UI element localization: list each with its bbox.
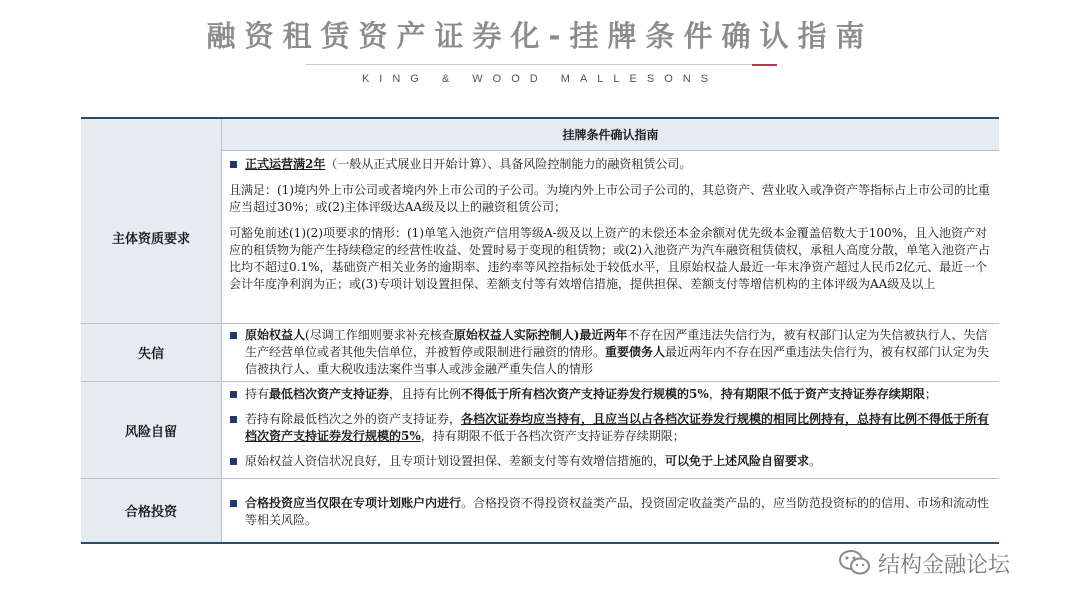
title-divider-accent — [752, 64, 777, 66]
row-label-entity-qualification: 主体资质要求 — [111, 231, 190, 247]
page-title: 融资租赁资产证券化-挂牌条件确认指南 — [206, 19, 874, 53]
row-content-entity-qualification — [229, 156, 991, 293]
watermark — [838, 546, 1010, 580]
row-content-qualified-investment — [229, 495, 991, 529]
row-content-risk-retention — [229, 386, 991, 470]
body-text: （一般从正式展业日开始计算）、具备风险控制能力的融资租赁公司。 — [325, 157, 692, 171]
body-text: ，且持有比例 — [389, 387, 462, 401]
emphasis-text: 不得低于所有档次资产支持证券发行规模的5% — [461, 387, 709, 401]
body-text: ， — [708, 387, 721, 401]
bullet-square-icon — [230, 458, 237, 465]
bullet-square-icon — [230, 416, 237, 423]
table-header: 挂牌条件确认指南 — [222, 119, 999, 151]
bullet-square-icon — [230, 332, 237, 339]
bullet-square-icon — [230, 500, 237, 507]
wechat-icon — [838, 548, 872, 578]
emphasis-text: )最近两年 — [573, 328, 628, 342]
paragraph: 可豁免前述(1)(2)项要求的情形：(1)单笔入池资产信用等级A-级及以上资产的未偿还本金余额对优先级本金覆盖倍数大于100%，且入池资产对应的租赁物为能产生持续稳定的经营性收益、处置时易于变现的租赁物；或(2)入池资产为汽车融资租赁债权，承租人高度分散，单笔入池资产占比均不超过0.1%，基础资产相关业务的逾期率、违约率等风控指标处于较低水平，且原始权益人最近一年末净资产超过人民币2亿元、最近一个会计年度净利润为正；或(3)专项计划设置担保、差额支付等有效增信措施，提供担保、差额支付等增信机构的主体评级为AA级及以上 — [229, 226, 991, 291]
bullet-item — [229, 453, 991, 470]
emphasis-text: 各档次证券均应当持有，且应当以占各档次证券发行规模的相同比例持有，总持有比例不得低于所有档次资产支持证券发行规模的5% — [245, 412, 990, 443]
paragraph: 且满足：(1)境内外上市公司或者境内外上市公司的子公司。为境内外上市公司子公司的，其总资产、营业收入或净资产等指标占上市公司的比重应当超过30%；或(2)主体评级达AA级及以上的融资租赁公司； — [229, 183, 991, 214]
body-text: 最近两年内不存在因严重违法失信行为，被有权部门认定为失信被执行人、重大税收违法案件当事人或涉金融严重失信人的情形 — [245, 345, 990, 376]
bullet-item — [229, 386, 991, 403]
body-text: 。 — [809, 454, 822, 468]
emphasis-text: 持有期限不低于资产支持证券存续期限 — [720, 387, 925, 401]
bullet-item — [229, 495, 991, 529]
body-text: (尽调工作细则要求补充核查 — [305, 328, 454, 342]
row-label-risk-retention: 风险自留 — [124, 424, 177, 440]
bullet-item — [229, 411, 991, 445]
body-text: ，持有期限不低于各档次资产支持证券存续期限； — [420, 429, 685, 443]
body-text: 持有 — [245, 387, 270, 401]
emphasis-text: 可以免于上述风险自留要求 — [665, 454, 810, 468]
emphasis-text: 原始权益人 — [245, 328, 306, 342]
guide-table — [81, 117, 999, 544]
row-content-dishonesty — [229, 327, 991, 378]
bullet-item — [229, 156, 991, 173]
emphasis-text: 最低档次资产支持证券 — [269, 387, 390, 401]
body-text: ； — [924, 387, 937, 401]
emphasis-text: 正式运营满2年 — [245, 157, 326, 171]
firm-name: KING & WOOD MALLESONS — [361, 73, 719, 85]
bullet-square-icon — [230, 391, 237, 398]
row-label-qualified-investment: 合格投资 — [124, 505, 177, 520]
bullet-square-icon — [230, 161, 237, 168]
body-text: 。合格投资不得投资权益类产品，投资固定收益类产品的，应当防范投资标的的信用、市场和流动性等相关风险。 — [245, 496, 990, 527]
emphasis-text: 重要债务人 — [605, 345, 666, 359]
row-label-dishonesty: 失信 — [137, 347, 164, 362]
body-text: 若持有除最低档次之外的资产支持证券， — [245, 412, 462, 426]
emphasis-text: 合格投资应当仅限在专项计划账户内进行 — [245, 496, 462, 510]
bullet-item — [229, 327, 991, 378]
title-divider — [305, 64, 775, 65]
body-text: 不存在因严重违法失信行为，被有权部门认定为失信被执行人、失信生产经营单位或者其他失信单位，并被暂停或限制进行融资的情形。 — [245, 328, 988, 359]
body-text: 原始权益人资信状况良好，且专项计划设置担保、差额支付等有效增信措施的， — [245, 454, 666, 468]
emphasis-text: 原始权益人实际控制人 — [453, 328, 574, 342]
watermark-text: 结构金融论坛 — [878, 552, 1011, 578]
